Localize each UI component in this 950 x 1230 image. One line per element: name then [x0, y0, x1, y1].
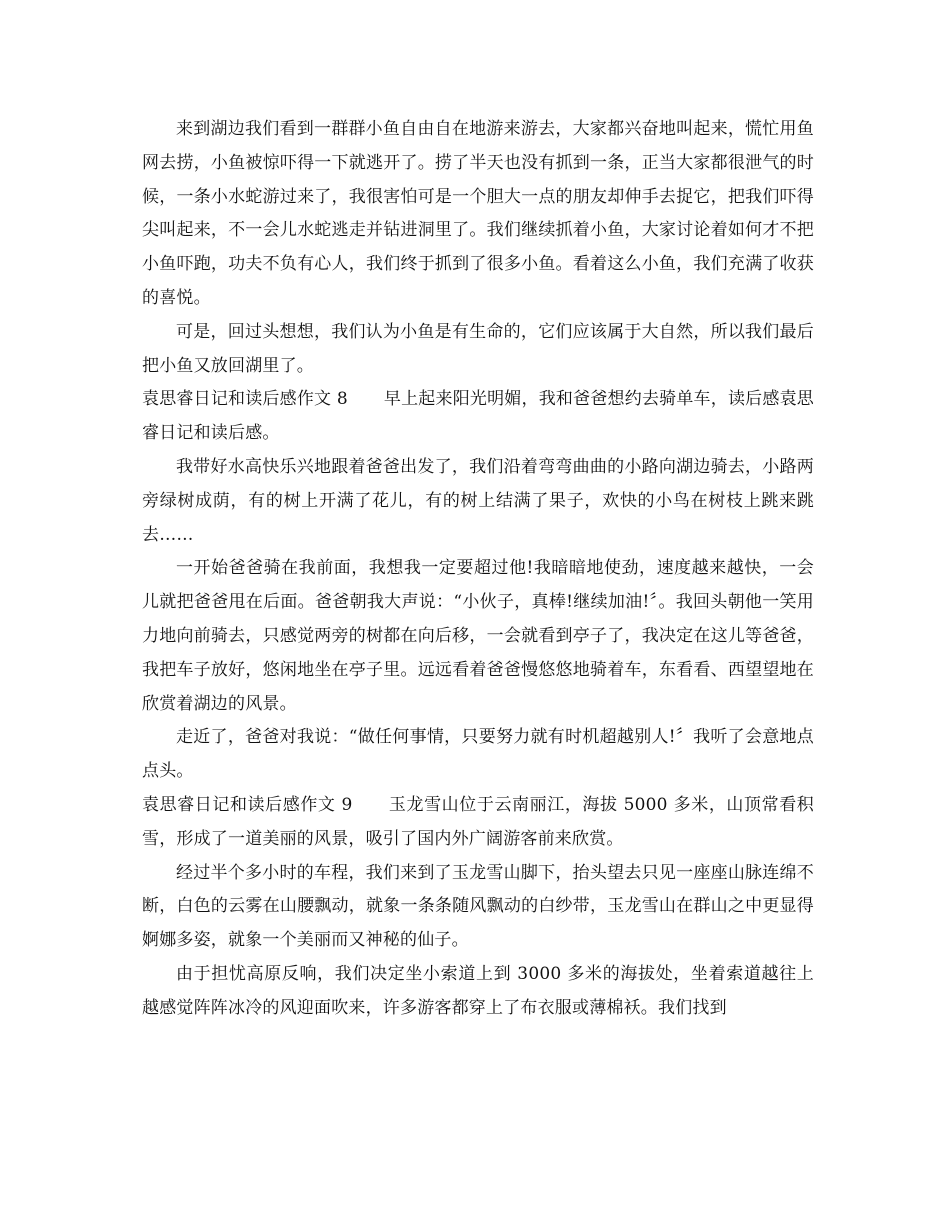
- paragraph-fishing-at-lake: 来到湖边我们看到一群群小鱼自由自在地游来游去，大家都兴奋地叫起来，慌忙用鱼网去捞，小鱼被惊吓得一下就逃开了。捞了半天也没有抓到一条，正当大家都很泄气的时候，一条小水蛇游过来了，我很害怕可是一个胆大一点的朋友却伸手去捉它，把我们吓得尖叫起来，不一会儿水蛇逃走并钻进洞里了。我们继续抓着小鱼，大家讨论着如何才不把小鱼吓跑，功夫不负有心人，我们终于抓到了很多小鱼。看着这么小鱼，我们充满了收获的喜悦。: [142, 119, 814, 308]
- document-body: [142, 113, 814, 1026]
- essay-heading-9: [142, 789, 814, 857]
- essay-intro-9: 玉龙雪山位于云南丽江，海拔 5000 多米，山顶常看积雪，形成了一道美丽的风景，吸引了国内外广阔游客前来欣赏。: [142, 794, 814, 849]
- essay-intro-8: 早上起来阳光明媚，我和爸爸想约去骑单车，读后感袁思睿日记和读后感。: [142, 389, 814, 444]
- essay-title-8: 袁思睿日记和读后感作文 8: [142, 389, 348, 410]
- paragraph-jade-dragon-mountain: 经过半个多小时的车程，我们来到了玉龙雪山脚下，抬头望去只见一座座山脉连绵不断，白色的云雾在山腰飘动，就象一条条随风飘动的白纱带，玉龙雪山在群山之中更显得婀娜多姿，就象一个美丽而又神秘的仙子。: [142, 862, 814, 951]
- paragraph-dad-advice: 走近了，爸爸对我说：“做任何事情，只要努力就有时机超越别人!〞我听了会意地点点头。: [142, 727, 814, 782]
- paragraph-cable-car: 由于担忧高原反响，我们决定坐小索道上到 3000 多米的海拔处，坐着索道越往上越感觉阵阵冰冷的风迎面吹来，许多游客都穿上了布衣服或薄棉袄。我们找到: [142, 963, 814, 1018]
- essay-heading-8: [142, 383, 814, 451]
- essay-title-9: 袁思睿日记和读后感作文 9: [142, 794, 353, 815]
- paragraph-overtake-dad: 一开始爸爸骑在我前面，我想我一定要超过他!我暗暗地使劲，速度越来越快，一会儿就把爸爸甩在后面。爸爸朝我大声说：“小伙子，真棒!继续加油!〞。我回头朝他一笑用力地向前骑去，只感觉两旁的树都在向后移，一会就看到亭子了，我决定在这儿等爸爸，我把车子放好，悠闲地坐在亭子里。远远看着爸爸慢悠悠地骑着车，东看看、西望望地在欣赏着湖边的风景。: [142, 558, 814, 714]
- paragraph-ride-to-lake: 我带好水高快乐兴地跟着爸爸出发了，我们沿着弯弯曲曲的小路向湖边骑去，小路两旁绿树成荫，有的树上开满了花儿，有的树上结满了果子，欢快的小鸟在树枝上跳来跳去……: [142, 456, 814, 545]
- paragraph-release-fish: 可是，回过头想想，我们认为小鱼是有生命的，它们应该属于大自然，所以我们最后把小鱼又放回湖里了。: [142, 321, 814, 376]
